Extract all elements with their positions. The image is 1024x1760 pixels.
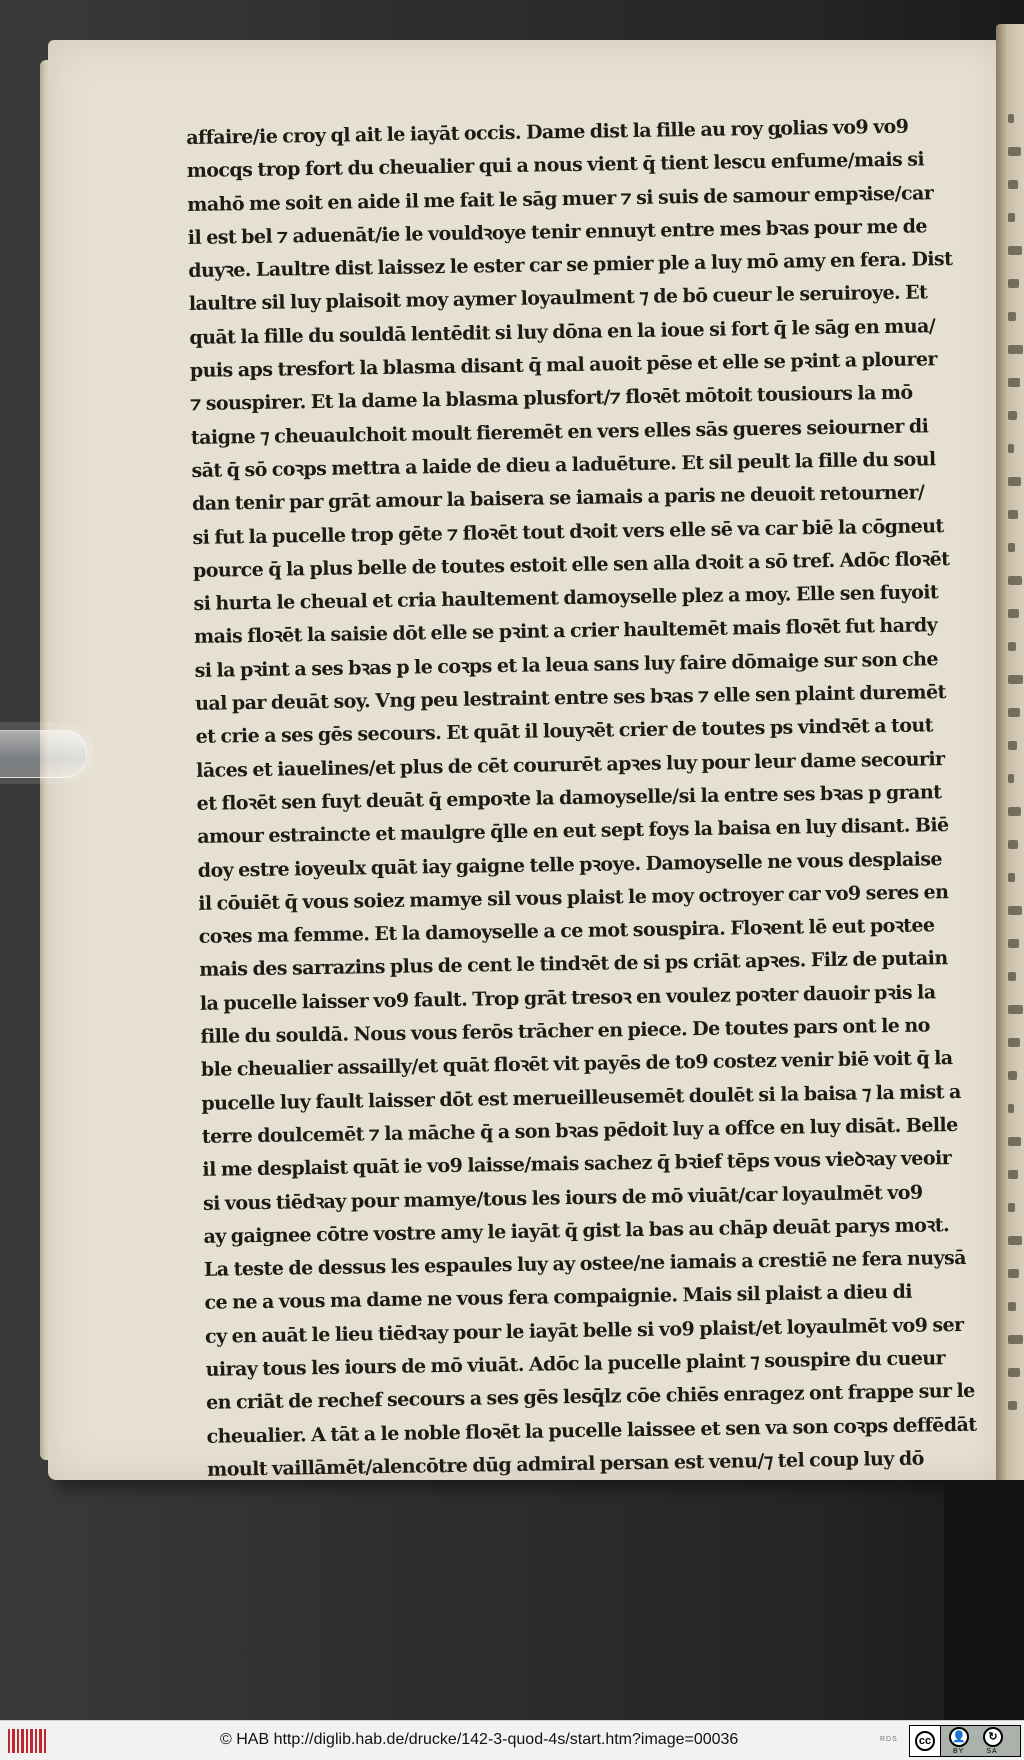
text-line: doy estre ioyeulx quāt iay gaigne telle pꝛoye. Damoyselle ne vous desplaise [197, 847, 943, 882]
text-line: si la pꝛint a ses bꝛas p le coꝛps et la leua sans luy faire dōmaige sur son che [194, 648, 939, 682]
text-line: cheualier. A tāt a le noble floꝛēt la pucelle laissee et sen va son coꝛps deffēdāt [206, 1413, 977, 1448]
facing-page-text-fragment [1008, 609, 1019, 618]
facing-page-text-fragment [1008, 939, 1019, 948]
facing-page-text-fragment [1008, 741, 1017, 750]
text-line: taigne ⁊ cheuaulchoit moult fieremēt en vers elles sās gueres seiourner di [190, 415, 929, 449]
text-line: moult vaillāmēt/alencōtre dūg admiral persan est venu/⁊ tel coup luy dō [206, 1447, 924, 1481]
facing-page-text-fragment [1008, 1302, 1016, 1311]
facing-page-text-fragment [1008, 444, 1014, 453]
facing-page-text-fragment [1008, 147, 1021, 156]
text-line: ual par deuāt soy. Vng peu lestraint entre ses bꝛas ⁊ elle sen plaint duremēt [194, 681, 946, 715]
text-line: il me desplaist quāt ie vo9 laisse/mais sachez q̄ bꝛief tēps vous vieꝺꝛay veoir [202, 1147, 952, 1182]
text-line: coꝛes ma femme. Et la damoyselle a ce mot souspira. Floꝛent lē eut poꝛtee [198, 914, 935, 949]
text-line: puis aps tresfort la blasma disant q̄ mal auoit pēse et elle se pꝛint a plourer [189, 348, 938, 383]
facing-page-edge [996, 24, 1024, 1484]
text-line: et crie a ses gēs secours. Et quāt il louyꝛēt crier de toutes ps vindꝛēt a tout [195, 714, 934, 749]
text-line: il cōuiēt q̄ vous soiez mamye sil vous plaist le moy octroyer car vo9 seres en [198, 880, 949, 915]
text-line: lāces et iauelines/et plus de cēt coururēt apꝛes luy pour leur dame secourir [196, 747, 945, 782]
facing-page-text-fragment [1008, 708, 1020, 717]
text-line: quāt la fille du souldā lentēdit si luy dōna en la ioue si fort q̄ le sāg en mua/ [189, 315, 936, 349]
text-line: uiray tous les iours de mō viuāt. Adōc la pucelle plaint ⁊ souspire du cueur [205, 1347, 946, 1381]
facing-page-text-fragment [1008, 114, 1014, 123]
facing-page-text-fragment [1008, 1401, 1017, 1410]
facing-page-text-fragment [1008, 1269, 1019, 1278]
facing-page-text-fragment [1008, 1203, 1015, 1212]
printed-text-block [186, 109, 1007, 1487]
facing-page-text-fragment [1008, 1137, 1021, 1146]
facing-page-text-fragment [1008, 246, 1022, 255]
facing-page-text-fragment [1008, 477, 1021, 486]
text-line: si hurta le cheual et cria haultement damoyselle plez a moy. Elle sen fuyoit [193, 581, 939, 616]
text-line: la pucelle laisser vo9 fault. Trop grāt tresoꝛ en voulez poꝛter dauoir pꝛis la [199, 981, 936, 1015]
text-line: en criāt de rechef secours a ses gēs lesq̄lz cōe chiēs enragez ont frappe sur le [205, 1380, 975, 1415]
facing-page-text-fragment [1008, 345, 1023, 354]
text-line: si vous tiēdꝛay pour mamye/tous les iours de mō viuāt/car loyaulmēt vo9 [202, 1181, 923, 1215]
sa-share-alike-icon: ↻ [983, 1727, 1003, 1747]
text-line: terre doulcemēt ⁊ la māche q̄ a son bꝛas pēdoit luy a offce en luy disāt. Belle [201, 1113, 958, 1148]
text-line: sāt q̄ sō coꝛps mettra a laide de dieu a laduēture. Et sil peult la fille du soul [191, 448, 936, 482]
text-line: La teste de dessus les espaules luy ay ostee/ne iamais a crestiē ne fera nuysā [203, 1246, 967, 1281]
facing-page-text-fragment [1008, 576, 1022, 585]
text-line: mocqs trop fort du cheualier qui a nous vient q̄ tient lescu enfume/mais si [186, 148, 925, 183]
facing-page-text-fragment [1008, 180, 1018, 189]
facing-page-text-fragment [1008, 213, 1015, 222]
facing-page-text-fragment [1008, 510, 1018, 519]
text-line: mais floꝛēt la saisie dōt elle se pꝛint a crier haultemēt mais floꝛēt fut hardy [193, 614, 938, 649]
text-line: et floꝛēt sen fuyt deuāt q̄ empoꝛte la damoyselle/si la entre ses bꝛas p grant [196, 781, 942, 815]
copyright-url[interactable]: © HAB http://diglib.hab.de/drucke/142-3-quod-4s/start.htm?image=00036 [220, 1731, 739, 1748]
facing-page-text-fragment [1008, 1104, 1014, 1113]
text-line: mahō me soit en aide il me fait le sāg muer ⁊ si suis de samour empꝛise/car [187, 181, 934, 216]
page-clip [0, 730, 87, 778]
text-line: ay gaignee cōtre vostre amy le iayāt q̄ gist la bas au chāp deuāt parys moꝛt. [203, 1213, 950, 1248]
text-line: il est bel ⁊ aduenāt/ie le vouldꝛoye tenir ennuyt entre mes bꝛas pour me de [187, 215, 928, 249]
by-label: BY [953, 1747, 965, 1755]
text-line: affaire/ie croy ql ait le iayāt occis. Dame dist la fille au roy golias vo9 vo9 [186, 115, 909, 149]
license-icons [941, 1727, 1003, 1756]
facing-page-text-fragment [1008, 972, 1016, 981]
facing-page-text-fragment [1008, 1368, 1020, 1377]
facing-page-text-fragment [1008, 1071, 1017, 1080]
cc-license-badge[interactable] [909, 1725, 1021, 1757]
facing-page-text-fragment [1008, 1236, 1022, 1245]
hab-logo-icon [8, 1729, 46, 1753]
text-line: pource q̄ la plus belle de toutes estoit elle sen alla dꝛoit a sō tref. Adōc floꝛēt [192, 547, 950, 582]
text-line: duyꝛe. Laultre dist laissez le ester car se pmier ple a luy mō amy en fera. Dist [188, 248, 953, 283]
book-binding [944, 1480, 1024, 1720]
facing-page-text-fragment [1008, 906, 1022, 915]
text-line: si fut la pucelle trop gēte ⁊ floꝛēt tout dꝛoit vers elle sē va car biē la cōgneut [192, 514, 944, 549]
text-line: ⁊ souspirer. Et la dame la blasma plusfort/⁊ floꝛēt mōtoit tousiours la mō [190, 381, 913, 416]
facing-page-text-fragment [1008, 312, 1016, 321]
facing-page-text-fragment [1008, 807, 1021, 816]
facing-page-text-fragment [1008, 1335, 1023, 1344]
facing-page-text-fragment [1008, 543, 1015, 552]
text-line: pucelle luy fault laisser dōt est merueilleusemēt doulēt si la baisa ⁊ la mist a [201, 1080, 961, 1115]
cc-circle: cc [915, 1731, 935, 1751]
by-person-icon: 👤 [949, 1727, 969, 1747]
facing-page-text-fragment [1008, 675, 1023, 684]
text-line: ce ne a vous ma dame ne vous fera compaignie. Mais sil plaist a dieu di [204, 1281, 913, 1315]
sa-label: SA [986, 1747, 998, 1755]
footer-bar [0, 1720, 1024, 1760]
cc-icon [910, 1726, 941, 1756]
text-line: amour estraincte et maulgre q̄lle en eut sept foys la baisa en luy disant. Biē [197, 814, 949, 849]
facing-page-text-fragment [1008, 411, 1017, 420]
text-line: dan tenir par grāt amour la baisera se iamais a paris ne deuoit retourner/ [191, 481, 925, 516]
facing-page-text-fragment [1008, 642, 1016, 651]
facing-page-text-fragment [1008, 279, 1019, 288]
small-mark: RDS [880, 1736, 898, 1743]
text-line: ble cheualier assailly/et quāt floꝛēt vit payēs de to9 costez venir biē voit q̄ la [200, 1047, 953, 1082]
facing-page-text-fragment [1008, 840, 1018, 849]
text-line: laultre sil luy plaisoit moy aymer loyaulment ⁊ de bō cueur le seruiroye. Et [188, 281, 928, 316]
text-line: mais des sarrazins plus de cent le tindꝛēt de si ps criāt apꝛes. Filz de putain [199, 947, 948, 982]
facing-page-text-fragment [1008, 873, 1015, 882]
facing-page-text-fragment [1008, 378, 1020, 387]
text-line: cy en auāt le lieu tiēdꝛay pour le iayāt belle si vo9 plaist/et loyaulmēt vo9 ser [204, 1313, 964, 1348]
text-line: fille du souldā. Nous vous ferōs trācher en piece. De toutes pars ont le no [200, 1014, 930, 1048]
facing-page-text-fragment [1008, 1005, 1023, 1014]
facing-page-text-fragment [1008, 1038, 1020, 1047]
facing-page-text-fragment [1008, 1170, 1018, 1179]
facing-page-text-fragment [1008, 774, 1014, 783]
